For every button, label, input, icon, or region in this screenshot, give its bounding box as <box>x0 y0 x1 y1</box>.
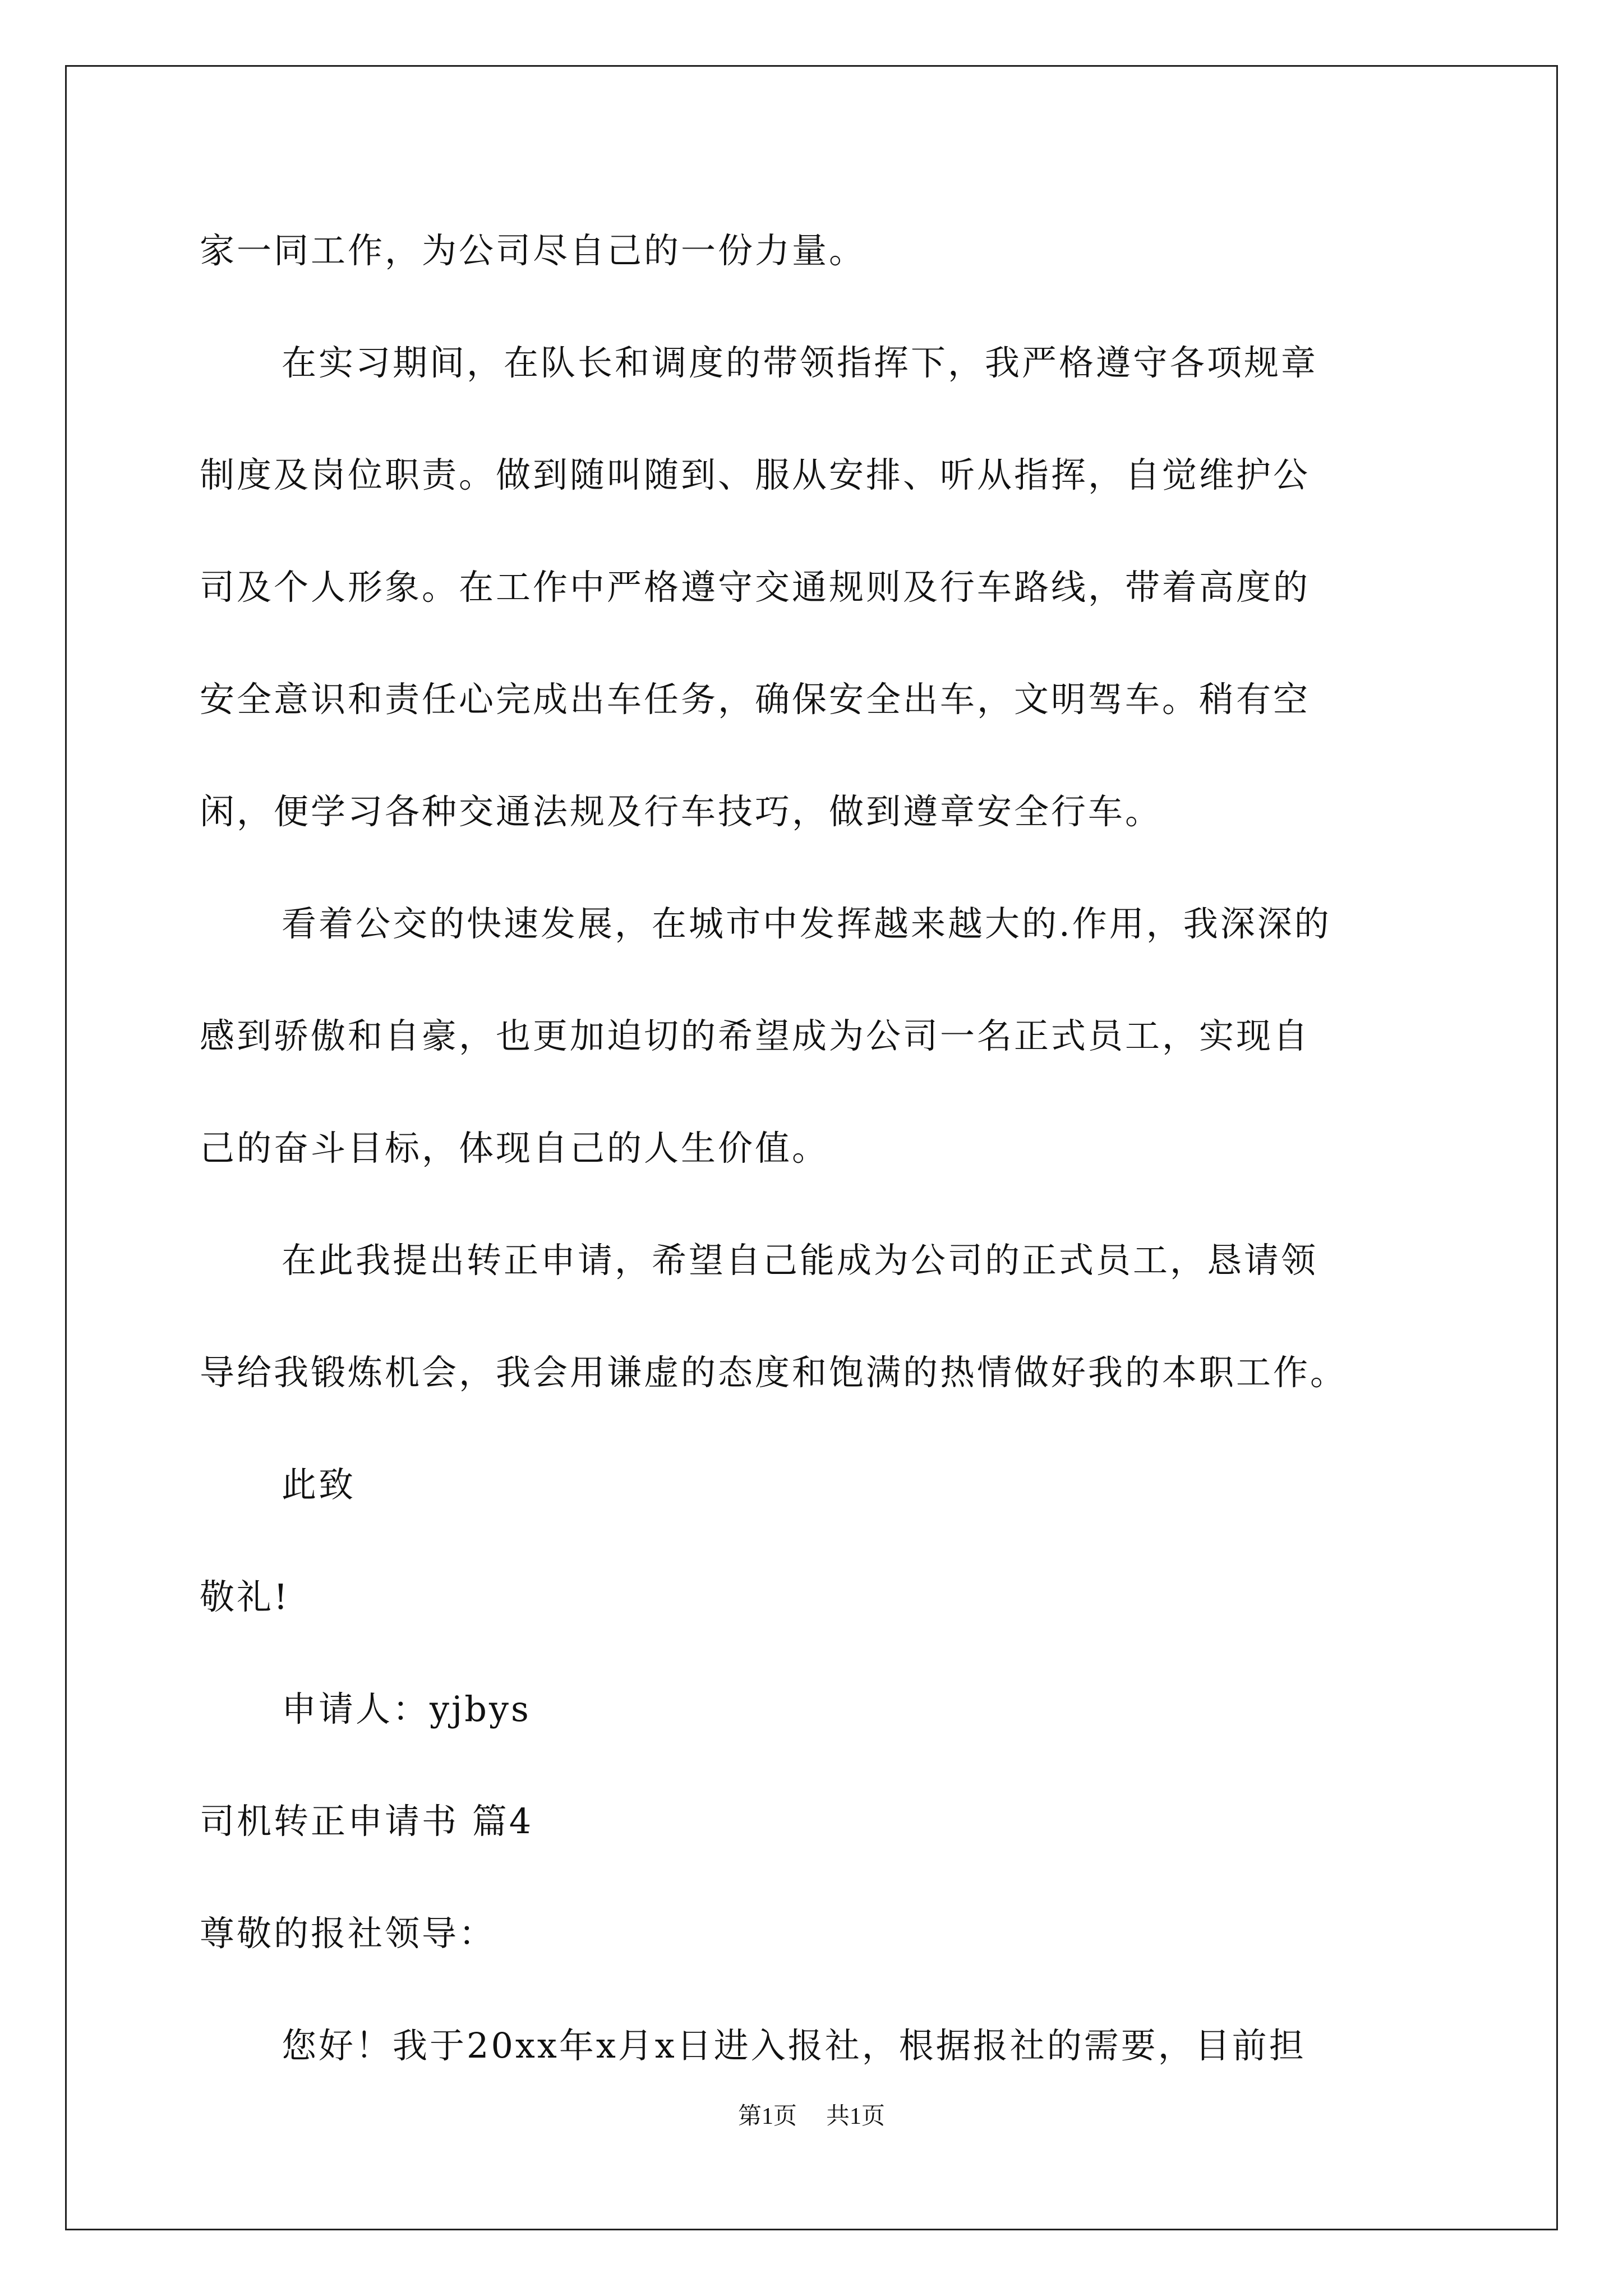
page-footer <box>0 2101 1623 2132</box>
text-line: 司及个人形象。在工作中严格遵守交通规则及行车路线，带着高度的 <box>200 567 1311 608</box>
page-total: 共1页 <box>826 2104 886 2129</box>
paragraph-start: 看着公交的快速发展，在城市中发挥越来越大的.作用，我深深的 <box>282 903 1331 944</box>
paragraph-start: 在此我提出转正申请，希望自己能成为公司的正式员工，恳请领 <box>282 1240 1318 1281</box>
paragraph-start: 您好！我于20xx年x月x日进入报社，根据报社的需要，目前担 <box>282 2025 1306 2066</box>
text-line: 感到骄傲和自豪，也更加迫切的希望成为公司一名正式员工，实现自 <box>200 1015 1311 1056</box>
text-line: 导给我锻炼机会，我会用谦虚的态度和饱满的热情做好我的本职工作。 <box>200 1352 1348 1393</box>
paragraph-start: 在实习期间，在队长和调度的带领指挥下，我严格遵守各项规章 <box>282 342 1318 383</box>
text-line: 己的奋斗目标，体现自己的人生价值。 <box>200 1128 829 1168</box>
applicant-signature: 申请人：yjbys <box>282 1688 531 1729</box>
text-line: 闲，便学习各种交通法规及行车技巧，做到遵章安全行车。 <box>200 791 1163 832</box>
closing-regards: 敬礼! <box>200 1576 290 1617</box>
section-heading: 司机转正申请书 篇4 <box>200 1801 534 1842</box>
text-line: 家一同工作，为公司尽自己的一份力量。 <box>200 230 866 271</box>
text-line: 安全意识和责任心完成出车任务，确保安全出车，文明驾车。稍有空 <box>200 679 1311 720</box>
closing-salutation: 此致 <box>282 1464 356 1505</box>
page-number: 第1页 <box>737 2104 797 2129</box>
letter-greeting: 尊敬的报社领导： <box>200 1913 496 1954</box>
text-line: 制度及岗位职责。做到随叫随到、服从安排、听从指挥，自觉维护公 <box>200 454 1311 495</box>
